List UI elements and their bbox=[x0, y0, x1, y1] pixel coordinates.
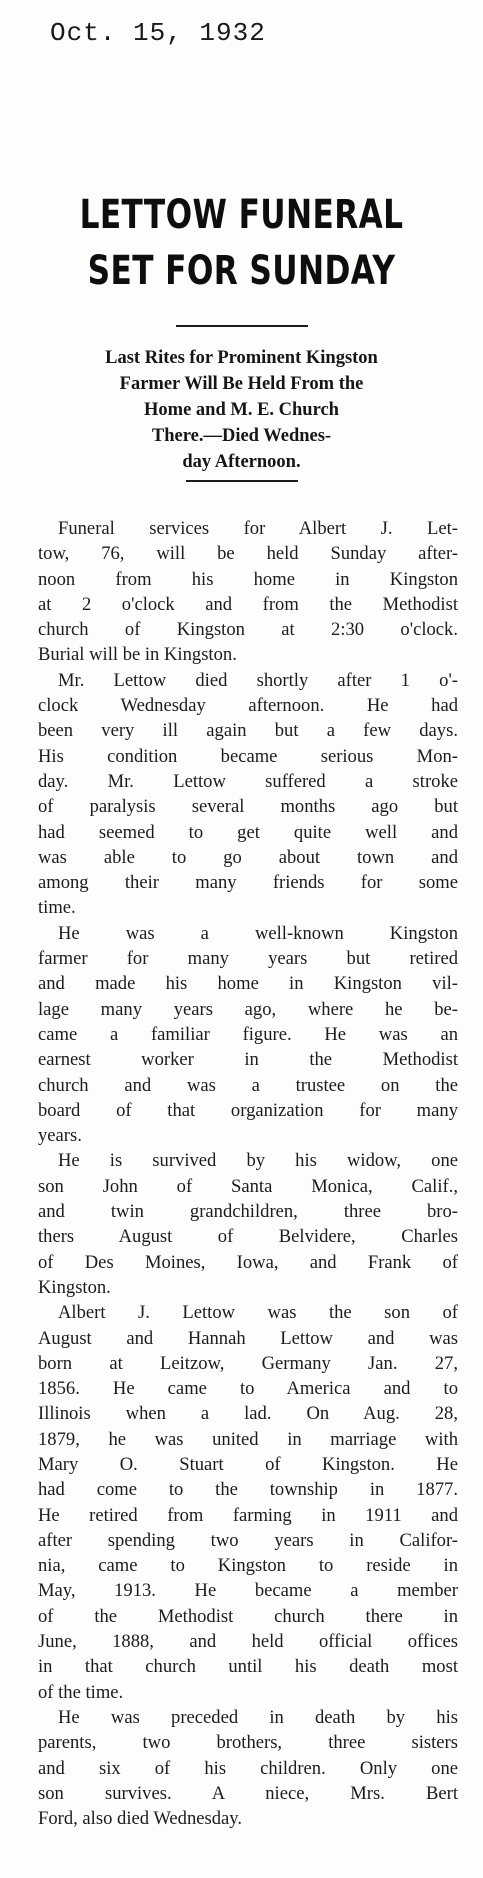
article-line: board of that organization for many bbox=[38, 1099, 458, 1121]
article-line: parents, two brothers, three sisters bbox=[38, 1732, 458, 1754]
article-line: at 2 o'clock and from the Methodist bbox=[38, 593, 458, 615]
article-line: August and Hannah Lettow and was bbox=[38, 1327, 458, 1349]
deck-line: There.—Died Wednes- bbox=[151, 426, 332, 446]
deck-line: Farmer Will Be Held From the bbox=[119, 374, 364, 394]
article-line: thers August of Belvidere, Charles bbox=[38, 1226, 458, 1248]
article-line: He was preceded in death by his bbox=[58, 1706, 458, 1728]
article-line: among their many friends for some bbox=[38, 872, 458, 894]
article-paragraph bbox=[38, 921, 458, 1149]
article-line: Mary O. Stuart of Kingston. He bbox=[38, 1453, 458, 1475]
article-line: Burial will be in Kingston. bbox=[38, 644, 237, 666]
article-line: day. Mr. Lettow suffered a stroke bbox=[38, 770, 458, 792]
article-line: farmer for many years but retired bbox=[38, 948, 458, 970]
article-line: had come to the township in 1877. bbox=[38, 1479, 458, 1501]
article-line: had seemed to get quite well and bbox=[38, 821, 458, 843]
deck-line: Home and M. E. Church bbox=[144, 400, 339, 420]
article-line: His condition became serious Mon- bbox=[38, 745, 458, 767]
article-line: born at Leitzow, Germany Jan. 27, bbox=[38, 1352, 458, 1374]
article-line: time. bbox=[38, 897, 76, 919]
subheadline-deck bbox=[20, 345, 463, 475]
article-line: noon from his home in Kingston bbox=[38, 568, 458, 590]
article-line: been very ill again but a few days. bbox=[38, 720, 458, 742]
article-paragraph bbox=[38, 1300, 458, 1705]
article-line: May, 1913. He became a member bbox=[38, 1580, 458, 1602]
article-line: 1856. He came to America and to bbox=[38, 1378, 458, 1400]
deck-line: Last Rites for Prominent Kingston bbox=[105, 348, 378, 368]
article-line: of the Methodist church there in bbox=[38, 1605, 458, 1627]
article-line: Illinois when a lad. On Aug. 28, bbox=[38, 1403, 458, 1425]
article-line: Funeral services for Albert J. Let- bbox=[58, 518, 458, 539]
headline-line-2: SET FOR SUNDAY bbox=[87, 248, 396, 294]
article-line: earnest worker in the Methodist bbox=[38, 1049, 458, 1071]
article-line: of Des Moines, Iowa, and Frank of bbox=[38, 1251, 458, 1273]
article-line: tow, 76, will be held Sunday after- bbox=[38, 543, 458, 565]
article-line: Mr. Lettow died shortly after 1 o'- bbox=[58, 669, 458, 691]
article-line: years. bbox=[38, 1125, 82, 1147]
article-line: son survives. A niece, Mrs. Bert bbox=[38, 1782, 458, 1804]
article-line: came a familiar figure. He was an bbox=[38, 1023, 458, 1045]
article-line: nia, came to Kingston to reside in bbox=[38, 1555, 458, 1577]
article-line: Kingston. bbox=[38, 1276, 111, 1298]
headline-line-1: LETTOW FUNERAL bbox=[79, 192, 404, 238]
article-line: was able to go about town and bbox=[38, 846, 458, 868]
article-line: Albert J. Lettow was the son of bbox=[58, 1302, 458, 1324]
article-line: of the time. bbox=[38, 1681, 124, 1703]
deck-line: day Afternoon. bbox=[182, 452, 301, 472]
article-line: He is survived by his widow, one bbox=[58, 1150, 458, 1172]
article-paragraph bbox=[38, 516, 458, 668]
article-line: church of Kingston at 2:30 o'clock. bbox=[38, 619, 458, 641]
article-line: lage many years ago, where he be- bbox=[38, 998, 458, 1020]
article-line: 1879, he was united in marriage with bbox=[38, 1428, 458, 1450]
article-line: and made his home in Kingston vil- bbox=[38, 973, 458, 995]
article-body bbox=[38, 516, 458, 1831]
article-line: after spending two years in Califor- bbox=[38, 1529, 458, 1551]
article-line: and twin grandchildren, three bro- bbox=[38, 1201, 458, 1223]
article-line: He retired from farming in 1911 and bbox=[38, 1504, 458, 1526]
article-paragraph bbox=[38, 668, 458, 921]
clipping-date: Oct. 15, 1932 bbox=[50, 18, 266, 48]
article-line: and six of his children. Only one bbox=[38, 1757, 458, 1779]
article-line: Ford, also died Wednesday. bbox=[38, 1808, 243, 1830]
article-line: clock Wednesday afternoon. He had bbox=[38, 695, 458, 717]
article-line: church and was a trustee on the bbox=[38, 1074, 458, 1096]
article-line: of paralysis several months ago but bbox=[38, 796, 458, 818]
article-paragraph bbox=[38, 1705, 458, 1831]
article-paragraph bbox=[38, 1148, 458, 1300]
headline-divider bbox=[176, 325, 308, 327]
deck-divider bbox=[186, 480, 298, 482]
article-line: He was a well-known Kingston bbox=[58, 922, 458, 944]
article-line: in that church until his death most bbox=[38, 1656, 458, 1678]
article-line: son John of Santa Monica, Calif., bbox=[38, 1175, 458, 1197]
article-line: June, 1888, and held official offices bbox=[38, 1631, 458, 1653]
